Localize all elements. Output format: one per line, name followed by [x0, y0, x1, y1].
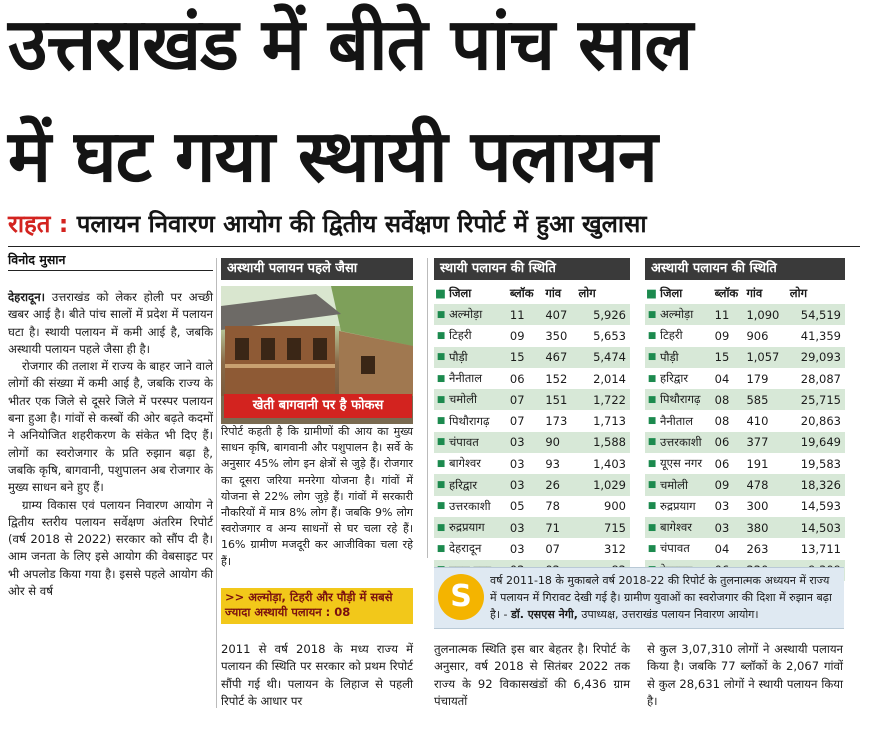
table-row	[434, 538, 630, 559]
table-row	[645, 410, 845, 431]
cell-district: उत्तरकाशी	[449, 498, 491, 513]
cell-village: 350	[545, 328, 568, 343]
cell-district: बागेश्वर	[449, 456, 482, 471]
cell-village: 906	[746, 328, 769, 343]
bullet-icon: ■	[647, 330, 657, 341]
cell-people: 29,093	[800, 350, 841, 365]
quote-author: डॉ. एसएस नेगी,	[510, 608, 578, 621]
bullet-icon: ■	[647, 543, 657, 554]
table-row	[645, 432, 845, 453]
cell-district: पिथौरागढ़	[449, 413, 490, 428]
cell-people: 2,014	[593, 371, 626, 386]
cell-district: टिहरी	[660, 328, 683, 343]
bullet-icon: ■	[436, 373, 446, 384]
table-row	[434, 496, 630, 517]
table-row	[434, 325, 630, 346]
article-column-3	[434, 641, 630, 710]
cell-people: 54,519	[800, 307, 841, 322]
photo-caption: खेती बागवानी पर है फोकस	[224, 394, 412, 418]
headline-line-2: में घट गया स्थायी पलायन	[8, 114, 657, 198]
article-column-2	[221, 641, 413, 710]
cell-district: हरिद्वार	[449, 477, 478, 492]
cell-village: 377	[746, 435, 769, 450]
cell-village: 407	[545, 307, 568, 322]
cell-district: अल्मोड़ा	[449, 307, 483, 322]
bullet-icon: ■	[647, 394, 657, 405]
cell-district: पिथौरागढ़	[660, 392, 701, 407]
cell-block: 04	[714, 541, 730, 556]
cell-people: 1,029	[593, 478, 626, 493]
column-3-text: तुलनात्मक स्थिति इस बार बेहतर है। रिपोर्ट के अनुसार, वर्ष 2018 से सितंबर 2022 तक राज्य के 92 विकासखंडों की 6,436 ग्राम पंचायतों	[434, 642, 630, 708]
cell-block: 15	[509, 350, 525, 365]
table-row	[645, 496, 845, 517]
headline-line-1: उत्तराखंड में बीते पांच साल	[8, 2, 693, 86]
cell-block: 05	[509, 499, 525, 514]
bullet-icon: ■	[436, 437, 446, 448]
table-row	[434, 368, 630, 389]
cell-people: 14,593	[800, 499, 841, 514]
dateline: देहरादून।	[8, 290, 46, 304]
byline: विनोद मुसान	[8, 252, 66, 267]
cell-district: चंपावत	[660, 541, 690, 556]
box1-text	[221, 424, 413, 570]
temporary-migration-table	[645, 282, 845, 581]
cell-block: 07	[509, 414, 525, 429]
cell-block: 09	[714, 328, 730, 343]
page-edge	[860, 0, 869, 731]
subhead-text: पलायन निवारण आयोग की द्वितीय सर्वेक्षण रिपोर्ट में हुआ खुलासा	[76, 210, 647, 238]
cell-district: देहरादून	[449, 541, 482, 556]
bullet-icon: ■	[646, 286, 657, 300]
table-header-row	[434, 282, 630, 304]
bullet-icon: ■	[647, 522, 657, 533]
article-column-4	[647, 641, 843, 710]
cell-district: चमोली	[449, 392, 477, 407]
col-header-district: जिला	[449, 285, 472, 300]
cell-people: 25,715	[800, 392, 841, 407]
cell-district: चमोली	[660, 477, 688, 492]
bullet-icon: ■	[647, 373, 657, 384]
paragraph-3: ग्राम्य विकास एवं पलायन निवारण आयोग ने द्वितीय स्तरीय पलायन सर्वेक्षण अंतरिम रिपोर्ट (वर्ष 2018 से 2022) सरकार को सौंप दी है। आम जनता के लिए इसे आयोग की वेबसाइट पर भी अपलोड किया गया है। इससे पहले आयोग की ओर से वर्ष	[8, 497, 213, 599]
box-header-temporary: अस्थायी पलायन पहले जैसा	[221, 258, 413, 280]
cell-village: 152	[545, 371, 568, 386]
cell-district: पौड़ी	[449, 349, 468, 364]
cell-people: 1,713	[593, 414, 626, 429]
cell-village: 263	[746, 541, 769, 556]
cell-district: रुद्रप्रयाग	[449, 520, 485, 535]
cell-block: 06	[714, 435, 730, 450]
cell-block: 06	[714, 456, 730, 471]
table-row	[645, 347, 845, 368]
paragraph-2: रोजगार की तलाश में राज्य के बाहर जाने वाले लोगों की संख्या में कमी आई है, जबकि राज्य के भीतर एक जिले से दूसरे जिले में परस्पर पलायन बना हुआ है। गांवों से कस्बों की ओर बढ़ते कदमों ने अनियोजित शहरीकरण के संकेत भी दिए हैं। लोगों का स्वरोजगार के प्रति रुझान बढ़ा है, जबकि कृषि, बागवानी, पशुपालन अब रोजगार के मुख्य साधन बने हुए हैं।	[8, 359, 213, 495]
bullet-icon: ■	[436, 309, 446, 320]
cell-block: 09	[509, 328, 525, 343]
cell-block: 03	[509, 435, 525, 450]
bullet-icon: ■	[436, 522, 446, 533]
cell-district: अल्मोड़ा	[660, 307, 694, 322]
cell-block: 03	[509, 456, 525, 471]
cell-village: 07	[545, 541, 560, 556]
cell-people: 5,653	[593, 328, 626, 343]
subhead	[8, 210, 860, 239]
col-header-village: गांव	[545, 285, 562, 300]
cell-people: 18,326	[800, 478, 841, 493]
table-row	[434, 304, 630, 325]
column-2-text: 2011 से वर्ष 2018 के मध्य राज्य में पलायन की स्थिति पर सरकार को प्रथम रिपोर्ट सौंपी गई थी। पलायन के लिहाज से पहली रिपोर्ट के आधार पर	[221, 642, 413, 708]
cell-people: 28,087	[800, 371, 841, 386]
cell-block: 03	[509, 541, 525, 556]
bullet-icon: ■	[647, 437, 657, 448]
col-header-district: जिला	[660, 285, 683, 300]
column-4-text: से कुल 3,07,310 लोगों ने अस्थायी पलायन किया है। जबकि 77 ब्लॉकों के 2,067 गांवों से कुल 28,631 लोगों ने स्थायी पलायन किया है।	[647, 642, 843, 708]
cell-village: 478	[746, 478, 769, 493]
bullet-icon: ■	[436, 501, 446, 512]
cell-people: 14,503	[800, 520, 841, 535]
cell-village: 93	[545, 456, 560, 471]
cell-block: 08	[714, 414, 730, 429]
bullet-icon: ■	[647, 480, 657, 491]
table-row	[645, 538, 845, 559]
cell-village: 78	[545, 499, 560, 514]
bullet-icon: ■	[647, 416, 657, 427]
cell-people: 1,588	[593, 435, 626, 450]
cell-block: 03	[714, 499, 730, 514]
bullet-icon: ■	[436, 480, 446, 491]
cell-people: 1,722	[593, 392, 626, 407]
cell-village: 1,057	[746, 350, 780, 365]
cell-people: 312	[604, 541, 626, 556]
bullet-icon: ■	[436, 543, 446, 554]
cell-block: 03	[714, 520, 730, 535]
column-separator-2	[427, 258, 428, 558]
cell-block: 06	[509, 371, 525, 386]
cell-block: 08	[714, 392, 730, 407]
article-column-1	[8, 289, 213, 600]
subhead-kicker: राहत :	[8, 210, 69, 238]
quote-box	[434, 567, 844, 629]
table-row	[434, 347, 630, 368]
cell-block: 03	[509, 478, 525, 493]
cell-people: 5,926	[593, 307, 626, 322]
bullet-icon: ■	[436, 352, 446, 363]
bullet-icon: ■	[436, 394, 446, 405]
quote-body: वर्ष 2011-18 के मुकाबले वर्ष 2018-22 की रिपोर्ट के तुलनात्मक अध्ययन में राज्य में पलायन में गिरावट देखी गई है। ग्रामीण युवाओं का स्वरोजगार की दिशा में रुझान बढ़ा है। -	[490, 574, 832, 621]
table-row	[645, 304, 845, 325]
cell-district: टिहरी	[449, 328, 472, 343]
cell-people: 5,474	[593, 350, 626, 365]
table-row	[645, 389, 845, 410]
cell-village: 179	[746, 371, 769, 386]
cell-district: नैनीताल	[660, 413, 694, 428]
cell-village: 71	[545, 520, 560, 535]
cell-district: नैनीताल	[449, 371, 483, 386]
cell-village: 191	[746, 456, 769, 471]
cell-people: 19,583	[800, 456, 841, 471]
cell-district: रुद्रप्रयाग	[660, 498, 696, 513]
box1-paragraph: रिपोर्ट कहती है कि ग्रामीणों की आय का मुख्य साधन कृषि, बागवानी और पशुपालन है। सर्वे के अनुसार 45% लोग इन क्षेत्रों से जुड़े हैं। रोजगार का दूसरा जरिया मनरेगा योजना है। गांवों में योजना से 22% लोग जुड़े हैं। गांवों में सरकारी नौकरियों में मात्र 8% लोग हैं। जबकि 9% लोग स्वरोजगार व अन्य साधनों से घर चला रहे हैं। 16% ग्रामीण मजदूरी कर आजीविका चला रहे हैं।	[221, 425, 413, 568]
bullet-icon: ■	[647, 501, 657, 512]
table-header-permanent: स्थायी पलायन की स्थिति	[434, 258, 630, 280]
cell-district: उत्तरकाशी	[660, 434, 702, 449]
bullet-icon: ■	[647, 309, 657, 320]
cell-block: 15	[714, 350, 730, 365]
table-row	[645, 453, 845, 474]
cell-people: 41,359	[800, 328, 841, 343]
cell-village: 90	[545, 435, 560, 450]
cell-block: 09	[714, 478, 730, 493]
cell-district: बागेश्वर	[660, 520, 693, 535]
table-row	[434, 474, 630, 495]
cell-people: 20,863	[800, 414, 841, 429]
cell-village: 380	[746, 520, 769, 535]
newspaper-logo-icon: S	[438, 574, 484, 620]
cell-district: चंपावत	[449, 434, 479, 449]
cell-village: 1,090	[746, 307, 780, 322]
cell-block: 11	[509, 307, 525, 322]
cell-district: पौड़ी	[660, 349, 679, 364]
cell-block: 04	[714, 371, 730, 386]
cell-village: 410	[746, 414, 769, 429]
col-header-people: लोग	[789, 285, 808, 300]
cell-people: 13,711	[800, 541, 841, 556]
bullet-icon: ■	[436, 416, 446, 427]
quote-text	[490, 572, 838, 623]
cell-people: 900	[604, 499, 626, 514]
bullet-icon: ■	[647, 352, 657, 363]
cell-district: यूएस नगर	[660, 456, 703, 471]
paragraph-1-text: उत्तराखंड को लेकर होली पर अच्छी खबर आई है। बीते पांच सालों में प्रदेश में पलायन घटा है। स्थायी पलायन में कमी आई है, जबकि अस्थायी पलायन पहले जैसा ही है।	[8, 290, 213, 356]
highlight-strip: >> अल्मोड़ा, टिहरी और पौड़ी में सबसे ज्यादा अस्थायी पलायन : 08	[221, 588, 413, 624]
table-row	[645, 368, 845, 389]
table-row	[645, 474, 845, 495]
col-header-block: ब्लॉक	[509, 285, 534, 300]
bullet-icon: ■	[647, 458, 657, 469]
cell-village: 26	[545, 478, 560, 493]
table-row	[645, 325, 845, 346]
cell-people: 19,649	[800, 435, 841, 450]
cell-district: हरिद्वार	[660, 371, 689, 386]
permanent-migration-table	[434, 282, 630, 581]
cell-block: 11	[714, 307, 730, 322]
col-header-village: गांव	[746, 285, 763, 300]
cell-block: 03	[509, 520, 525, 535]
cell-village: 151	[545, 392, 568, 407]
byline-rule	[8, 270, 213, 271]
cell-village: 467	[545, 350, 568, 365]
cell-block: 07	[509, 392, 525, 407]
column-separator	[216, 258, 217, 708]
table-header-temporary: अस्थायी पलायन की स्थिति	[645, 258, 845, 280]
col-header-block: ब्लॉक	[714, 285, 739, 300]
cell-people: 715	[604, 520, 626, 535]
cell-village: 173	[545, 414, 568, 429]
bullet-icon: ■	[435, 286, 446, 300]
cell-village: 585	[746, 392, 769, 407]
cell-people: 1,403	[593, 456, 626, 471]
col-header-people: लोग	[578, 285, 596, 300]
bullet-icon: ■	[436, 330, 446, 341]
table-row	[434, 389, 630, 410]
divider	[8, 246, 860, 247]
table-row	[434, 432, 630, 453]
cell-village: 300	[746, 499, 769, 514]
table-row	[434, 453, 630, 474]
paragraph-1	[8, 289, 213, 358]
bullet-icon: ■	[436, 458, 446, 469]
table-row	[645, 517, 845, 538]
table-row	[434, 517, 630, 538]
quote-role: उपाध्यक्ष, उत्तराखंड पलायन निवारण आयोग।	[581, 608, 759, 621]
table-row	[434, 410, 630, 431]
table-header-row	[645, 282, 845, 304]
